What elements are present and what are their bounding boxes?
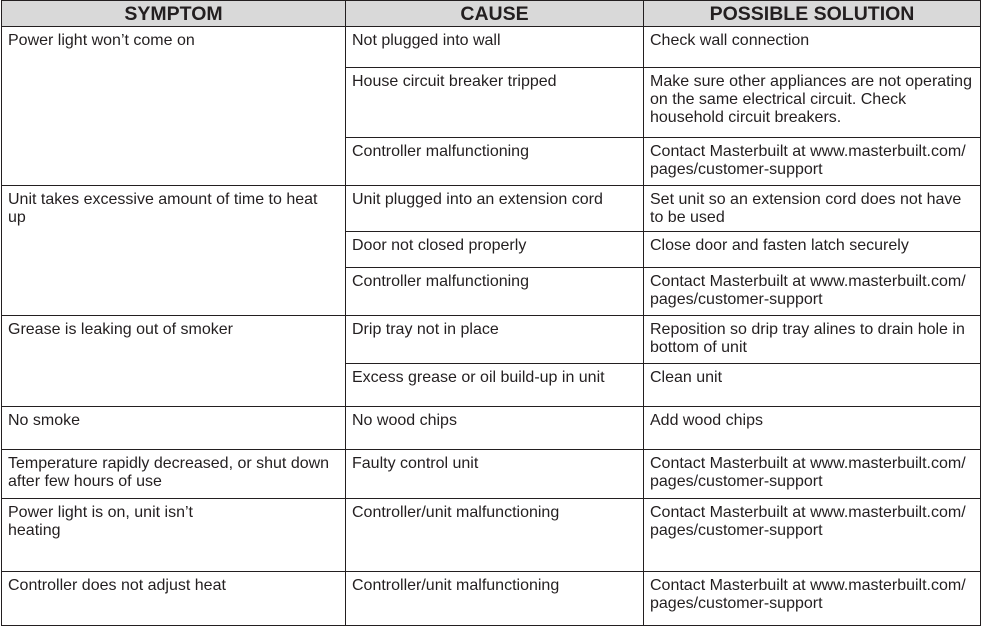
table-row [2,450,981,499]
table-row [2,316,981,364]
cause-cell: Unit plugged into an extension cord [346,186,644,232]
table-row [2,407,981,450]
symptom-cell: Power light is on, unit isn’t heating [2,499,346,572]
cause-cell: House circuit breaker tripped [346,68,644,138]
solution-cell: Contact Masterbuilt at www.masterbuilt.com/ pages/customer-support [644,268,981,316]
solution-cell: Set unit so an extension cord does not have to be used [644,186,981,232]
table-row [2,572,981,626]
header-solution: POSSIBLE SOLUTION [644,1,981,27]
cause-cell: Controller malfunctioning [346,138,644,186]
cause-cell: Drip tray not in place [346,316,644,364]
symptom-cell: No smoke [2,407,346,450]
solution-cell: Make sure other appliances are not operating on the same electrical circuit. Check household circuit breakers. [644,68,981,138]
solution-cell: Add wood chips [644,407,981,450]
symptom-cell: Controller does not adjust heat [2,572,346,626]
solution-cell: Contact Masterbuilt at www.masterbuilt.com/ pages/customer-support [644,138,981,186]
header-cause: CAUSE [346,1,644,27]
cause-cell: Controller/unit malfunctioning [346,572,644,626]
header-row [2,1,981,27]
cause-cell: Controller/unit malfunctioning [346,499,644,572]
table-row [2,499,981,572]
header-symptom: SYMPTOM [2,1,346,27]
solution-cell: Reposition so drip tray alines to drain hole in bottom of unit [644,316,981,364]
cause-cell: Excess grease or oil build-up in unit [346,364,644,407]
cause-cell: Faulty control unit [346,450,644,499]
symptom-cell: Temperature rapidly decreased, or shut down after few hours of use [2,450,346,499]
table-body [2,27,981,626]
symptom-cell: Unit takes excessive amount of time to heat up [2,186,346,316]
solution-cell: Contact Masterbuilt at www.masterbuilt.com/ pages/customer-support [644,499,981,572]
symptom-cell: Power light won’t come on [2,27,346,186]
cause-cell: Controller malfunctioning [346,268,644,316]
table-row [2,186,981,232]
troubleshooting-table [1,0,981,626]
symptom-cell: Grease is leaking out of smoker [2,316,346,407]
cause-cell: No wood chips [346,407,644,450]
solution-cell: Check wall connection [644,27,981,68]
solution-cell: Contact Masterbuilt at www.masterbuilt.com/ pages/customer-support [644,572,981,626]
solution-cell: Contact Masterbuilt at www.masterbuilt.com/ pages/customer-support [644,450,981,499]
table-row [2,27,981,68]
solution-cell: Clean unit [644,364,981,407]
cause-cell: Door not closed properly [346,232,644,268]
cause-cell: Not plugged into wall [346,27,644,68]
solution-cell: Close door and fasten latch securely [644,232,981,268]
